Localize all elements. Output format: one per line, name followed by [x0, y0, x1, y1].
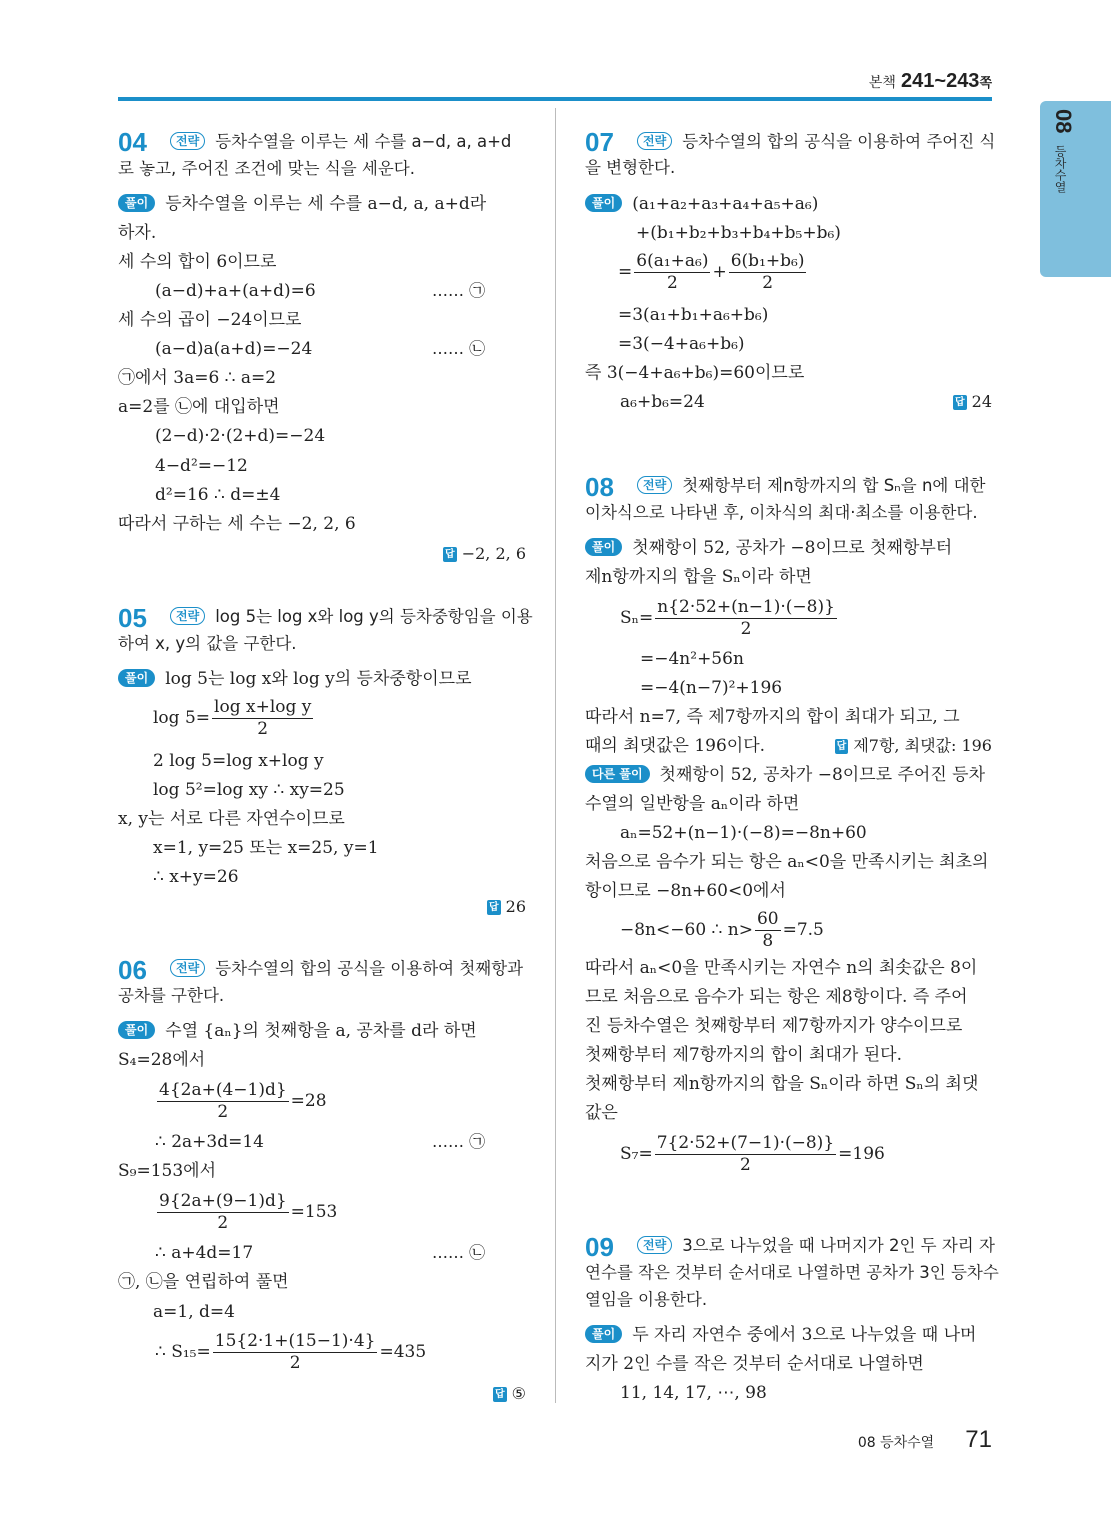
equation [155, 1331, 426, 1374]
solution-text: 수열 {aₙ}의 첫째항을 a, 공차를 d라 하면 [165, 1021, 477, 1041]
answer-text: 26 [505, 897, 526, 916]
strategy-text: 등차수열의 합의 공식을 이용하여 첫째항과 [215, 959, 524, 978]
expr: =196 [838, 1144, 885, 1164]
strategy-line [637, 475, 985, 497]
answer-icon: 답 [445, 549, 455, 560]
equation: a₆+b₆=24 [620, 392, 705, 412]
expr: =28 [290, 1091, 327, 1111]
solution-line [585, 193, 818, 215]
expr: log 5= [153, 708, 211, 728]
solution-line: 값은 [585, 1103, 618, 1123]
problem-number: 05 [118, 603, 147, 633]
answer-icon: 답 [954, 397, 965, 408]
solution-line [118, 1020, 477, 1042]
equation: aₙ=52+(n−1)·(−8)=−8n+60 [620, 823, 867, 843]
solution-line: 제n항까지의 합을 Sₙ이라 하면 [585, 567, 812, 587]
book-ref-prefix: 본책 [868, 75, 896, 91]
fraction [212, 697, 313, 740]
solution-text: 두 자리 자연수 중에서 3으로 나누었을 때 나머 [632, 1325, 977, 1345]
solution-line [118, 193, 486, 215]
equation [155, 1191, 337, 1234]
fraction [755, 909, 781, 952]
strategy-line [637, 131, 995, 153]
strategy-line: 연수를 작은 것부터 순서대로 나열하면 공차가 3인 등차수 [585, 1263, 999, 1282]
solution-text: 첫째항이 52, 공차가 −8이므로 첫째항부터 [632, 538, 953, 558]
equation: (2−d)·2·(2+d)=−24 [155, 426, 326, 446]
strategy-badge: 전략 [637, 1236, 672, 1254]
expr: + [712, 262, 727, 282]
expr: Sₙ= [620, 608, 654, 628]
solution-text: 첫째항이 52, 공차가 −8이므로 주어진 등차 [659, 765, 985, 785]
equation: ∴ 2a+3d=14 [155, 1132, 264, 1152]
answer [443, 543, 526, 565]
problem-number: 09 [585, 1232, 614, 1262]
equation: (a−d)+a+(a+d)=6 [155, 281, 316, 301]
solution-badge: 풀이 [585, 538, 622, 556]
answer-text: 24 [971, 392, 992, 411]
ref-mark: ㉠ [469, 281, 486, 300]
solution-text: (a₁+a₂+a₃+a₄+a₅+a₆) [632, 194, 819, 214]
side-tab-title: 등차수열 [1053, 145, 1067, 193]
strategy-text: 등차수열의 합의 공식을 이용하여 주어진 식 [682, 132, 996, 151]
solution-line: 첫째항부터 제7항까지의 합이 최대가 된다. [585, 1045, 903, 1065]
numerator: 9{2a+(9−1)d} [159, 1191, 287, 1211]
expr: S₇= [620, 1144, 653, 1164]
numerator: 4{2a+(4−1)d} [159, 1080, 287, 1100]
problem-number: 07 [585, 127, 614, 157]
alt-solution-badge: 다른 풀이 [585, 765, 650, 783]
strategy-line: 을 변형한다. [585, 158, 676, 177]
fraction [655, 597, 837, 640]
denominator: 2 [740, 619, 752, 639]
ref-mark: ㉠ [469, 1132, 486, 1151]
solution-line: 항이므로 −8n+60<0에서 [585, 881, 786, 901]
expr: −8n<−60 ∴ n> [620, 920, 753, 940]
answer-icon: 답 [494, 1389, 505, 1400]
expr: =7.5 [782, 920, 824, 940]
numerator: 6(b₁+b₆) [730, 251, 805, 271]
numerator: 15{2·1+(15−1)·4} [214, 1331, 376, 1351]
numerator: 7{2·52+(7−1)·(−8)} [656, 1133, 835, 1153]
equation: a=1, d=4 [153, 1302, 235, 1322]
equation [620, 597, 839, 640]
denominator: 2 [257, 719, 269, 739]
solution-line [585, 1324, 976, 1346]
expr: =153 [290, 1202, 338, 1222]
solution-line: ㉠, ㉡을 연립하여 풀면 [118, 1272, 289, 1292]
fraction [634, 251, 710, 294]
numerator: 6(a₁+a₆) [636, 251, 709, 271]
answer-icon: 답 [488, 902, 499, 913]
denominator: 2 [740, 1155, 751, 1175]
footer-chapter: 08 등차수열 [857, 1435, 935, 1451]
fraction [213, 1331, 378, 1374]
column-divider [555, 108, 556, 1403]
fraction [655, 1133, 836, 1176]
solution-line: 세 수의 곱이 −24이므로 [118, 310, 302, 330]
answer [493, 1383, 526, 1405]
strategy-line [637, 1235, 995, 1257]
solution-line: ㉠에서 3a=6 ∴ a=2 [118, 368, 277, 388]
page-number: 71 [965, 1426, 992, 1453]
equation: (a−d)a(a+d)=−24 [155, 339, 313, 359]
solution-line: 따라서 n=7, 즉 제7항까지의 합이 최대가 되고, 그 [585, 707, 960, 727]
answer-text: 제7항, 최댓값: 196 [853, 736, 992, 755]
equation: =3(−4+a₆+b₆) [618, 334, 745, 354]
answer [953, 391, 992, 413]
solution-text: log 5는 log x와 log y의 등차중항이므로 [165, 669, 472, 689]
equation: 11, 14, 17, ⋯, 98 [620, 1383, 767, 1403]
answer [487, 896, 526, 918]
strategy-line [170, 131, 511, 153]
equation: =−4n²+56n [640, 649, 744, 669]
equation: ∴ a+4d=17 [155, 1243, 254, 1263]
equation: 2 log 5=log x+log y [153, 751, 324, 771]
page-footer [858, 1426, 992, 1454]
equation-ref [432, 1131, 485, 1153]
strategy-line: 열임을 이용한다. [585, 1290, 708, 1309]
strategy-badge: 전략 [637, 132, 672, 150]
solution-line: 즉 3(−4+a₆+b₆)=60이므로 [585, 363, 805, 383]
strategy-line: 공차를 구한다. [118, 986, 225, 1005]
denominator: 8 [762, 931, 774, 951]
solution-line: 진 등차수열은 첫째항부터 제7항까지가 양수이므로 [585, 1016, 963, 1036]
alt-solution-line [585, 764, 985, 786]
expr: = [618, 262, 633, 282]
numerator: log x+log y [214, 697, 312, 717]
dots: …… [432, 339, 464, 358]
strategy-text: 3으로 나누었을 때 나머지가 2인 두 자리 자 [682, 1236, 995, 1255]
solution-line [585, 537, 952, 559]
answer-icon: 답 [836, 741, 847, 752]
problem-number: 06 [118, 955, 147, 985]
fraction [729, 251, 807, 294]
solution-line: 첫째항부터 제n항까지의 합을 Sₙ이라 하면 Sₙ의 최댓 [585, 1074, 979, 1094]
strategy-line: 하여 x, y의 값을 구한다. [118, 634, 297, 653]
answer [835, 735, 992, 757]
problem-number: 04 [118, 127, 147, 157]
dots: …… [432, 281, 464, 300]
equation: +(b₁+b₂+b₃+b₄+b₅+b₆) [636, 223, 841, 243]
solution-line: 지가 2인 수를 작은 것부터 순서대로 나열하면 [585, 1354, 924, 1374]
solution-line: 므로 처음으로 음수가 되는 항은 제8항이다. 즉 주어 [585, 987, 968, 1007]
solution-line: S₉=153에서 [118, 1161, 216, 1181]
ref-mark: ㉡ [469, 339, 486, 358]
equation: log 5²=log xy ∴ xy=25 [153, 780, 345, 800]
problem-number: 08 [585, 472, 614, 502]
dots: …… [432, 1132, 464, 1151]
denominator: 2 [217, 1213, 229, 1233]
solution-line: 세 수의 합이 6이므로 [118, 252, 277, 272]
side-tab-number: 08 [1051, 109, 1076, 134]
strategy-text: 등차수열을 이루는 세 수를 a−d, a, a+d [215, 132, 512, 151]
strategy-text: log 5는 log x와 log y의 등차중항임을 이용 [215, 607, 533, 626]
equation [153, 697, 315, 740]
book-ref-pages: 241~243 [901, 70, 980, 92]
ref-mark: ㉡ [469, 1243, 486, 1262]
solution-badge: 풀이 [585, 194, 622, 212]
solution-line [118, 668, 472, 690]
strategy-text: 첫째항부터 제n항까지의 합 Sₙ을 n에 대한 [682, 476, 986, 495]
answer-text: ⑤ [511, 1384, 526, 1403]
equation: =3(a₁+b₁+a₆+b₆) [618, 305, 769, 325]
strategy-line [170, 958, 523, 980]
solution-line: 따라서 구하는 세 수는 −2, 2, 6 [118, 514, 356, 534]
numerator: 60 [756, 909, 779, 929]
solution-line: a=2를 ㉡에 대입하면 [118, 397, 280, 417]
strategy-badge: 전략 [170, 132, 205, 150]
book-ref-suffix: 쪽 [979, 76, 992, 91]
answer-text: −2, 2, 6 [461, 544, 526, 563]
equation [620, 1133, 885, 1176]
dots: …… [432, 1243, 464, 1262]
fraction [157, 1080, 289, 1123]
equation-ref [432, 338, 485, 360]
denominator: 2 [217, 1102, 229, 1122]
numerator: n{2·52+(n−1)·(−8)} [657, 597, 835, 617]
denominator: 2 [666, 273, 678, 293]
strategy-badge: 전략 [170, 607, 205, 625]
strategy-line: 로 놓고, 주어진 조건에 맞는 식을 세운다. [118, 159, 415, 178]
solution-badge: 풀이 [585, 1325, 622, 1343]
solution-line: 하자. [118, 223, 157, 243]
strategy-badge: 전략 [637, 476, 672, 494]
chapter-side-tab[interactable] [1040, 101, 1111, 277]
solution-badge: 풀이 [118, 669, 155, 687]
solution-line: S₄=28에서 [118, 1050, 206, 1070]
fraction [157, 1191, 289, 1234]
solution-line: 때의 최댓값은 196이다. [585, 736, 766, 756]
strategy-badge: 전략 [170, 959, 205, 977]
equation: 4−d²=−12 [155, 456, 248, 476]
solution-line: 처음으로 음수가 되는 항은 aₙ<0을 만족시키는 최초의 [585, 852, 989, 872]
expr: ∴ S₁₅= [155, 1342, 211, 1362]
strategy-line: 이차식으로 나타낸 후, 이차식의 최대·최소를 이용한다. [585, 503, 978, 522]
book-reference [869, 70, 992, 93]
equation [620, 909, 824, 952]
equation-ref [432, 280, 485, 302]
denominator: 2 [762, 273, 774, 293]
expr: =435 [379, 1342, 427, 1362]
equation: x=1, y=25 또는 x=25, y=1 [153, 838, 379, 858]
header-rule [118, 97, 992, 101]
solution-badge: 풀이 [118, 1021, 155, 1039]
solution-text: 등차수열을 이루는 세 수를 a−d, a, a+d라 [165, 194, 487, 214]
solution-badge: 풀이 [118, 194, 155, 212]
equation: d²=16 ∴ d=±4 [155, 485, 281, 505]
strategy-line [170, 606, 533, 628]
equation: =−4(n−7)²+196 [640, 678, 783, 698]
solution-line: 따라서 aₙ<0을 만족시키는 자연수 n의 최솟값은 8이 [585, 958, 978, 978]
equation [618, 251, 808, 294]
denominator: 2 [289, 1353, 301, 1373]
solution-line: x, y는 서로 다른 자연수이므로 [118, 809, 345, 829]
equation [155, 1080, 327, 1123]
equation: ∴ x+y=26 [153, 867, 239, 887]
equation-ref [432, 1242, 485, 1264]
solution-line: 수열의 일반항을 aₙ이라 하면 [585, 794, 800, 814]
